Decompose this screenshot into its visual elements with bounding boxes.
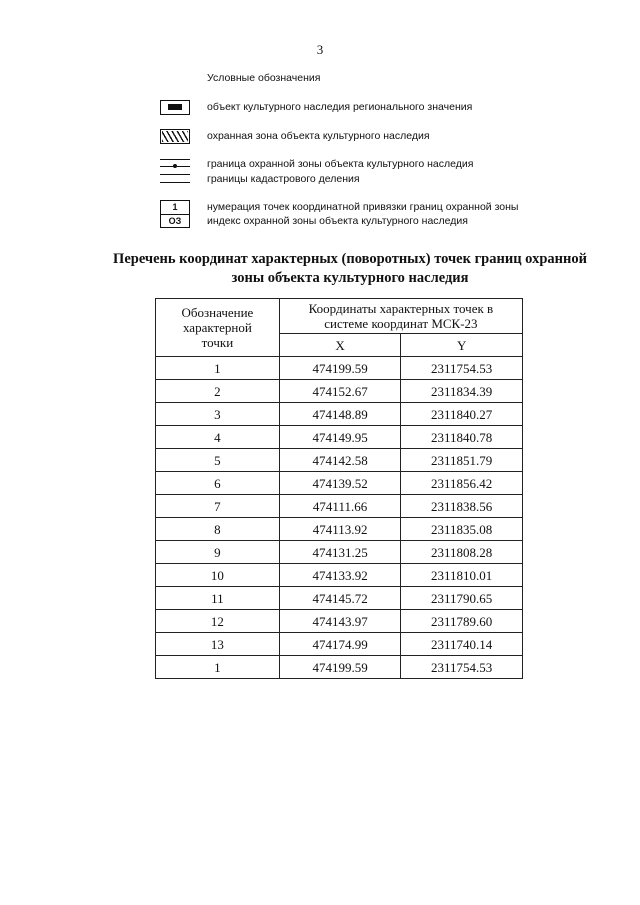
legend-item-label: охранная зона объекта культурного наследия (207, 130, 430, 142)
point-number-cell: 3 (156, 403, 280, 426)
y-coordinate-cell: 2311851.79 (401, 449, 523, 472)
x-coordinate-cell: 474133.92 (279, 564, 401, 587)
table-row (156, 564, 523, 587)
header-point-line: точки (201, 335, 234, 350)
header-point-line: Обозначение (181, 305, 254, 320)
document-title-line: зоны объекта культурного наследия (231, 270, 469, 286)
point-number-cell: 9 (156, 541, 280, 564)
x-coordinate-cell: 474149.95 (279, 426, 401, 449)
x-coordinate-cell: 474148.89 (279, 403, 401, 426)
header-point (156, 299, 280, 357)
filled-rectangle-icon (160, 100, 190, 115)
point-number-cell: 2 (156, 380, 280, 403)
x-coordinate-cell: 474131.25 (279, 541, 401, 564)
point-number-cell: 4 (156, 426, 280, 449)
hatched-rectangle-icon (160, 129, 190, 144)
table-row (156, 587, 523, 610)
legend-item-label: граница охранной зоны объекта культурного наследия (207, 158, 474, 170)
x-coordinate-cell: 474143.97 (279, 610, 401, 633)
table-row (156, 380, 523, 403)
numbered-box-icon (160, 200, 190, 228)
table-row (156, 357, 523, 380)
table-row (156, 541, 523, 564)
point-number-cell: 13 (156, 633, 280, 656)
header-coordinates-line: Координаты характерных точек в (308, 301, 494, 316)
document-title-line: Перечень координат характерных (поворотных) точек границ охранной (113, 251, 587, 267)
table-row (156, 656, 523, 679)
table-row (156, 518, 523, 541)
x-coordinate-cell: 474111.66 (279, 495, 401, 518)
point-number-cell: 6 (156, 472, 280, 495)
point-number-cell: 1 (156, 656, 280, 679)
legend-item-label: нумерация точек координатной привязки границ охранной зоны (207, 201, 519, 213)
x-coordinate-cell: 474139.52 (279, 472, 401, 495)
table-row (156, 426, 523, 449)
table-row (156, 472, 523, 495)
point-number-cell: 1 (156, 357, 280, 380)
table-row (156, 449, 523, 472)
y-coordinate-cell: 2311856.42 (401, 472, 523, 495)
table-row (156, 633, 523, 656)
table-row (156, 495, 523, 518)
x-coordinate-cell: 474199.59 (279, 656, 401, 679)
y-coordinate-cell: 2311808.28 (401, 541, 523, 564)
x-coordinate-cell: 474113.92 (279, 518, 401, 541)
x-coordinate-cell: 474145.72 (279, 587, 401, 610)
legend-item-label: границы кадастрового деления (207, 173, 360, 185)
header-point-line: характерной (182, 320, 252, 335)
point-number-cell: 11 (156, 587, 280, 610)
x-coordinate-cell: 474142.58 (279, 449, 401, 472)
page-number: 3 (316, 42, 324, 57)
legend-title: Условные обозначения (207, 72, 321, 84)
table-row (156, 403, 523, 426)
header-x: X (279, 334, 401, 357)
legend-item-label: объект культурного наследия регионального значения (207, 101, 473, 113)
y-coordinate-cell: 2311834.39 (401, 380, 523, 403)
y-coordinate-cell: 2311790.65 (401, 587, 523, 610)
document-title (90, 250, 610, 288)
numbered-box-top: 1 (161, 201, 189, 215)
y-coordinate-cell: 2311835.08 (401, 518, 523, 541)
header-y: Y (401, 334, 523, 357)
header-coordinates (279, 299, 522, 334)
table-row (156, 610, 523, 633)
x-coordinate-cell: 474199.59 (279, 357, 401, 380)
point-number-cell: 12 (156, 610, 280, 633)
point-number-cell: 7 (156, 495, 280, 518)
coordinates-table (155, 298, 523, 679)
header-coordinates-line: системе координат МСК-23 (324, 316, 478, 331)
y-coordinate-cell: 2311838.56 (401, 495, 523, 518)
point-number-cell: 5 (156, 449, 280, 472)
y-coordinate-cell: 2311840.27 (401, 403, 523, 426)
y-coordinate-cell: 2311740.14 (401, 633, 523, 656)
x-coordinate-cell: 474174.99 (279, 633, 401, 656)
y-coordinate-cell: 2311754.53 (401, 656, 523, 679)
y-coordinate-cell: 2311840.78 (401, 426, 523, 449)
coordinates-table-body (156, 357, 523, 679)
point-number-cell: 10 (156, 564, 280, 587)
legend-item-label: индекс охранной зоны объекта культурного наследия (207, 215, 468, 227)
y-coordinate-cell: 2311789.60 (401, 610, 523, 633)
y-coordinate-cell: 2311754.53 (401, 357, 523, 380)
y-coordinate-cell: 2311810.01 (401, 564, 523, 587)
x-coordinate-cell: 474152.67 (279, 380, 401, 403)
point-number-cell: 8 (156, 518, 280, 541)
numbered-box-bottom: ОЗ (168, 216, 182, 226)
